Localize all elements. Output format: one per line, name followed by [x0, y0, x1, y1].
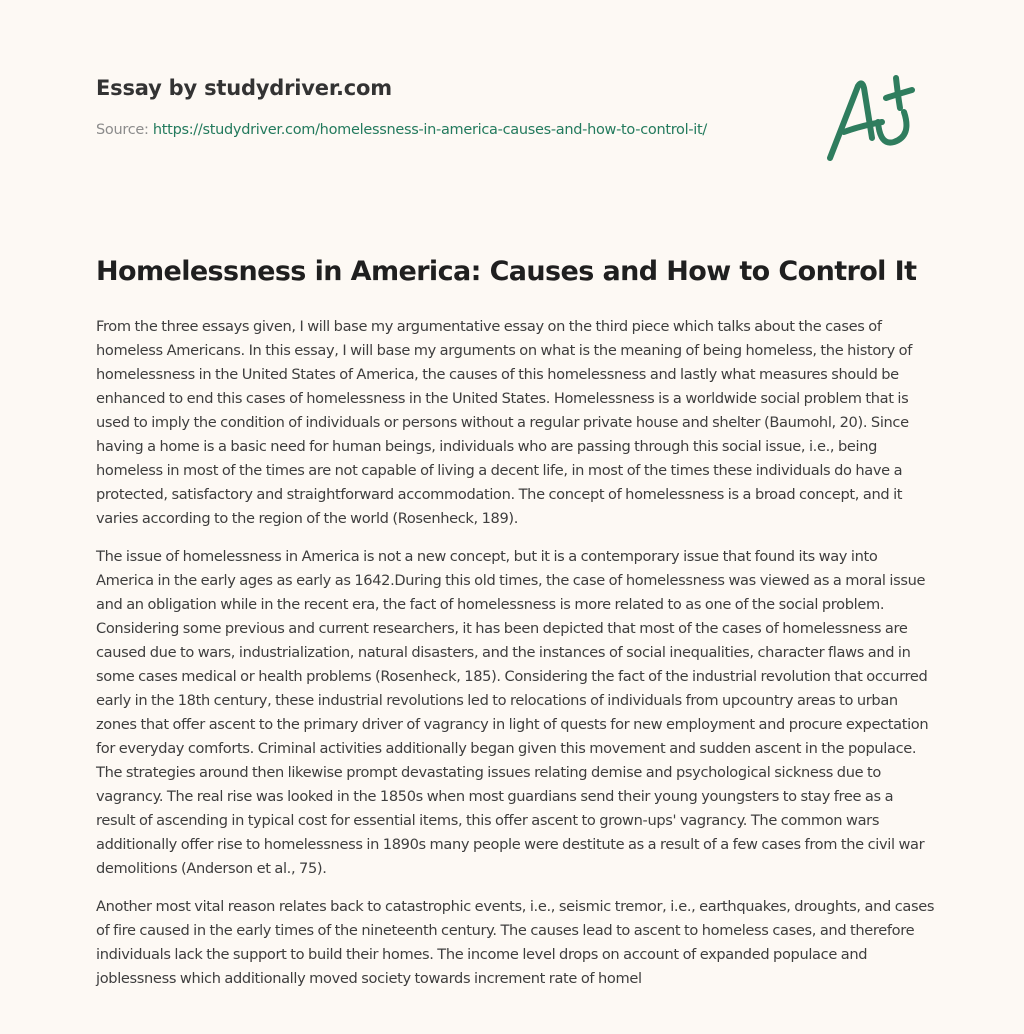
source-label: Source: [96, 122, 149, 138]
page-header [96, 76, 796, 138]
source-line [96, 122, 796, 138]
essay-title: Homelessness in America: Causes and How to Control It [96, 256, 917, 287]
source-link[interactable]: https://studydriver.com/homelessness-in-america-causes-and-how-to-control-it/ [152, 122, 707, 138]
essay-paragraph: From the three essays given, I will base my argumentative essay on the third piece which talks about the cases of homeless Americans. In this essay, I will base my arguments on what is the meaning of being homeless, the history of homelessness in the United States of America, the causes of this homelessness and lastly what measures should be enhanced to end this cases of homelessness in the United States. Homelessness is a worldwide social problem that is used to imply the condition of individuals or persons without a regular private house and shelter (Baumohl, 20). Since having a home is a basic need for human beings, individuals who are passing through this social issue, i.e., being homeless in most of the times are not capable of living a decent life, in most of the times these individuals do have a protected, satisfactory and straightforward accommodation. The concept of homelessness is a broad concept, and it varies according to the region of the world (Rosenheck, 189). [96, 318, 913, 527]
essay-body [96, 315, 936, 1005]
essay-paragraph: The issue of homelessness in America is not a new concept, but it is a contemporary issue that found its way into America in the early ages as early as 1642.During this old times, the case of homelessness was viewed as a moral issue and an obligation while in the recent era, the fact of homelessness is more related to as one of the social problem. Considering some previous and current researchers, it has been depicted that most of the cases of homelessness are caused due to wars, industrialization, natural disasters, and the instances of social inequalities, character flaws and in some cases medical or health problems (Rosenheck, 185). Considering the fact of the industrial revolution that occurred early in the 18th century, these industrial revolutions led to relocations of individuals from upcountry areas to urban zones that offer ascent to the primary driver of vagrancy in light of quests for new employment and procure expectation for everyday comforts. Criminal activities additionally began given this movement and sudden ascent in the populace. The strategies around then likewise prompt devastating issues relating demise and psychological sickness due to vagrancy. The real rise was looked in the 1850s when most guardians send their young youngsters to stay free as a result of ascending in typical cost for essential items, this offer ascent to grown-ups' vagrancy. The common wars additionally offer rise to homelessness in 1890s many people were destitute as a result of a few cases from the civil war demolitions (Anderson et al., 75). [96, 548, 929, 877]
essay-paragraph: Another most vital reason relates back to catastrophic events, i.e., seismic tremor, i.e., earthquakes, droughts, and cases of fire caused in the early times of the nineteenth century. The causes lead to ascent to homeless cases, and therefore individuals lack the support to build their homes. The income level drops on account of expanded populace and joblessness which additionally moved society towards increment rate of homel [96, 898, 935, 987]
site-title: Essay by studydriver.com [96, 76, 392, 100]
a-plus-grade-icon [820, 66, 930, 166]
